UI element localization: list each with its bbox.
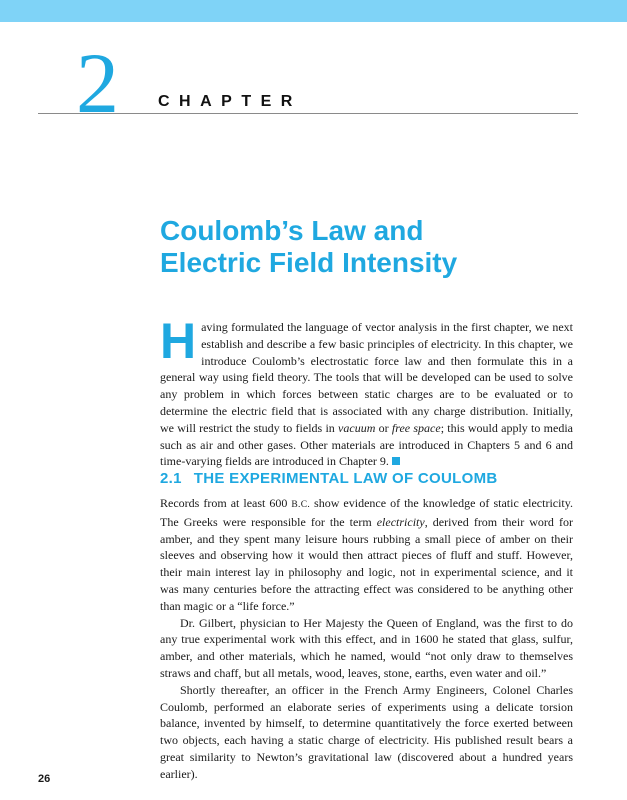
intro-emphasis-free-space: free space bbox=[391, 420, 441, 435]
drop-cap: H bbox=[160, 313, 197, 369]
page-number: 26 bbox=[38, 773, 51, 785]
paragraph-1-text-a: Records from at least 600 bbox=[160, 496, 292, 510]
chapter-number: 2 bbox=[76, 35, 119, 131]
intro-text-1: aving formulated the language of vector analysis in the first chapter, we next establish and describe a few basic principles of electricity. In this chapter, we introduce Coulomb’s electrostatic force law and then formulate this in a general way using field theory. The tools that will be developed can be used to solve any problem in which forces between static charges are to be evaluated or to determine the electric field that is associated with any charge distribution. Initially, we will restrict the study to fields in bbox=[160, 320, 573, 435]
chapter-rule bbox=[38, 113, 578, 114]
paragraph-3: Shortly thereafter, an officer in the French Army Engineers, Colonel Charles Coulomb, performed an elaborate series of experiments using a delicate torsion balance, invented by himself, to determine quantitatively the force exerted between two objects, each having a static charge of electricity. His published result bears a great similarity to Newton’s gravitational law (discovered about a hundred years earlier). bbox=[160, 682, 573, 781]
chapter-title bbox=[160, 215, 580, 279]
section-body bbox=[160, 495, 573, 783]
chapter-label: CHAPTER bbox=[158, 93, 302, 110]
intro-text-3: ; this would apply to media such as air and other gases. Other materials are introduced in Chapters 5 and 6 and time-varying fields are introduced in Chapter 9. bbox=[160, 420, 573, 469]
paragraph-1-era: B.C. bbox=[291, 500, 311, 510]
section-title: THE EXPERIMENTAL LAW OF COULOMB bbox=[193, 470, 498, 487]
intro-emphasis-vacuum: vacuum bbox=[338, 420, 376, 435]
section-heading bbox=[160, 470, 580, 487]
paragraph-2: Dr. Gilbert, physician to Her Majesty the Queen of England, was the first to do any true experimental work with this effect, and in 1600 he stated that glass, sulfur, amber, and other materials, which he named, would “not only draw to themselves straws and chaff, but all metals, wood, leaves, stone, earths, even water and oil.” bbox=[160, 615, 573, 680]
chapter-title-line-1: Coulomb’s Law and bbox=[160, 215, 424, 246]
chapter-title-line-2: Electric Field Intensity bbox=[160, 247, 458, 278]
paragraph-1 bbox=[160, 495, 573, 615]
end-of-intro-square-icon bbox=[392, 457, 400, 465]
intro-paragraph bbox=[160, 313, 573, 470]
section-number: 2.1 bbox=[160, 470, 182, 487]
top-color-band bbox=[0, 0, 627, 22]
paragraph-1-emphasis: electricity bbox=[376, 514, 425, 529]
paragraph-1-text-b: show evidence of the knowledge of static electricity. The Greeks were responsible for the term bbox=[160, 496, 573, 529]
intro-text-2: or bbox=[375, 420, 392, 435]
paragraph-1-text-c: , derived from their word for amber, and they spent many leisure hours rubbing a small piece of amber on their sleeves and observing how it would then attract pieces of fluff and stuff. However, their main interest lay in philosophy and logic, not in experimental science, and it was many centuries before the attracting effect was considered to be anything other than magic or a “life force.” bbox=[160, 514, 573, 613]
